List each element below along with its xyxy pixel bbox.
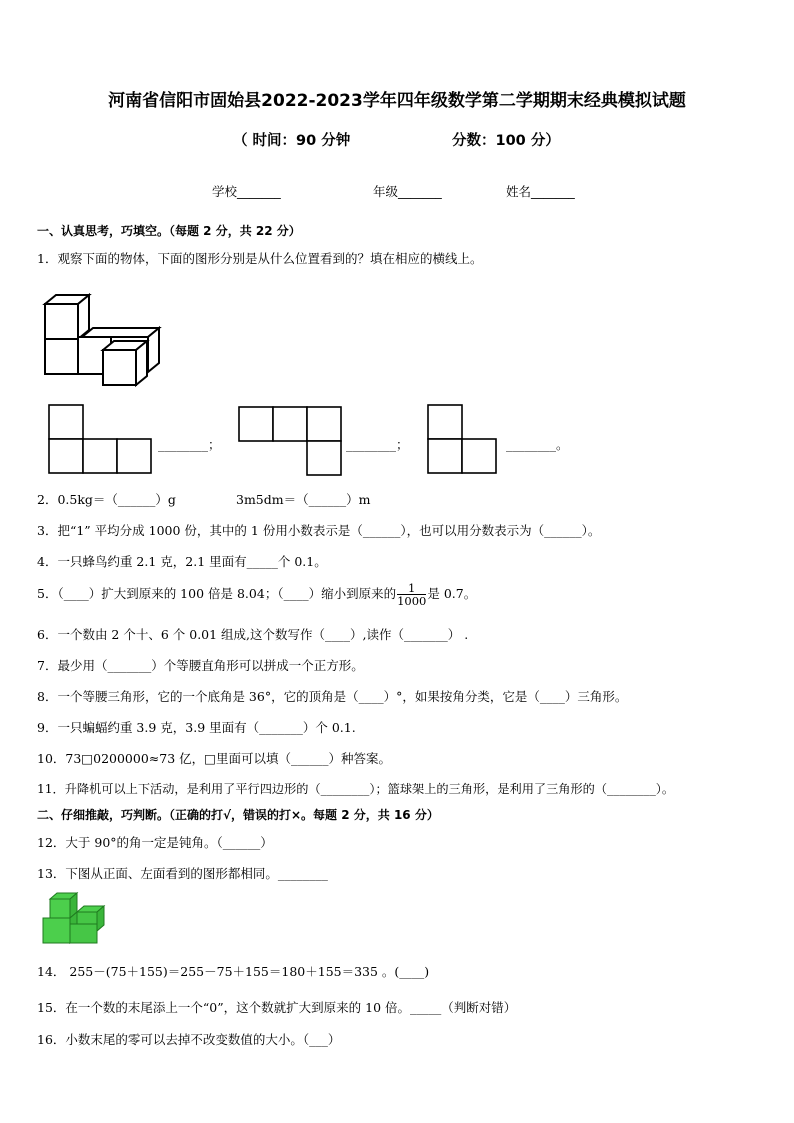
fraction-denominator: 1000 [397, 594, 427, 608]
grade-field[interactable]: 年级_______ [373, 184, 442, 199]
cube-stack-figure [40, 290, 165, 388]
view-1-figure [48, 404, 153, 476]
section-1-heading: 一、认真思考，巧填空。（每题 2 分，共 22 分） [37, 224, 301, 238]
q1-blank-3[interactable]: ________。 [506, 437, 569, 452]
exam-time: （ 时间：90 分钟 [233, 133, 351, 149]
question-2a: 2．0.5kg＝（______）g [37, 492, 176, 507]
question-6: 6．一个数由 2 个十、6 个 0.01 组成,这个数写作（____）,读作（_______） . [37, 627, 469, 642]
view-3-figure [427, 404, 499, 476]
q1-blank-1[interactable]: ________； [158, 437, 221, 452]
question-2b: 3m5dm＝（______）m [236, 492, 371, 507]
exam-score: 分数：100 分） [452, 133, 560, 149]
question-14: 14． 255－(75＋155)＝255－75＋155＝180＋155＝335 。(____) [37, 964, 430, 979]
green-cubes-figure [40, 891, 106, 945]
fraction-numerator: 1 [397, 582, 426, 595]
view-2-figure [238, 406, 343, 478]
school-field[interactable]: 学校_______ [212, 184, 281, 199]
q1-blank-2[interactable]: ________； [346, 437, 409, 452]
question-10: 10．73□0200000≈73 亿，□里面可以填（______）种答案。 [37, 751, 391, 766]
q5-text-post: 是 0.7。 [427, 586, 477, 601]
q5-fraction [397, 582, 426, 607]
question-7: 7．最少用（_______）个等腰直角形可以拼成一个正方形。 [37, 658, 364, 673]
question-12: 12．大于 90°的角一定是钝角。（______） [37, 835, 273, 850]
question-1: 1．观察下面的物体，下面的图形分别是从什么位置看到的？填在相应的横线上。 [37, 251, 483, 266]
question-8: 8．一个等腰三角形，它的一个底角是 36°，它的顶角是（____）°，如果按角分类，它是（____）三角形。 [37, 689, 628, 704]
question-5 [37, 582, 476, 607]
question-9: 9．一只蝙蝠约重 3.9 克，3.9 里面有（_______）个 0.1. [37, 720, 356, 735]
exam-title: 河南省信阳市固始县2022-2023学年四年级数学第二学期期末经典模拟试题 [108, 91, 686, 111]
section-2-heading: 二、仔细推敲，巧判断。（正确的打√，错误的打×。每题 2 分，共 16 分） [37, 808, 439, 822]
q5-text-pre: 5．（____）扩大到原来的 100 倍是 8.04；（____）缩小到原来的 [37, 586, 397, 601]
question-4: 4．一只蜂鸟约重 2.1 克，2.1 里面有_____个 0.1。 [37, 554, 327, 569]
name-field[interactable]: 姓名_______ [506, 184, 575, 199]
question-15: 15．在一个数的末尾添上一个“0”，这个数就扩大到原来的 10 倍。_____（判断对错） [37, 1000, 517, 1015]
question-3: 3．把“1” 平均分成 1000 份，其中的 1 份用小数表示是（______），也可以用分数表示为（______）。 [37, 523, 601, 538]
question-16: 16．小数末尾的零可以去掉不改变数值的大小。（___） [37, 1032, 341, 1047]
question-11: 11．升降机可以上下活动，是利用了平行四边形的（________）；篮球架上的三角形，是利用了三角形的（________）。 [37, 782, 675, 796]
question-13: 13．下图从正面、左面看到的图形都相同。________ [37, 866, 328, 881]
